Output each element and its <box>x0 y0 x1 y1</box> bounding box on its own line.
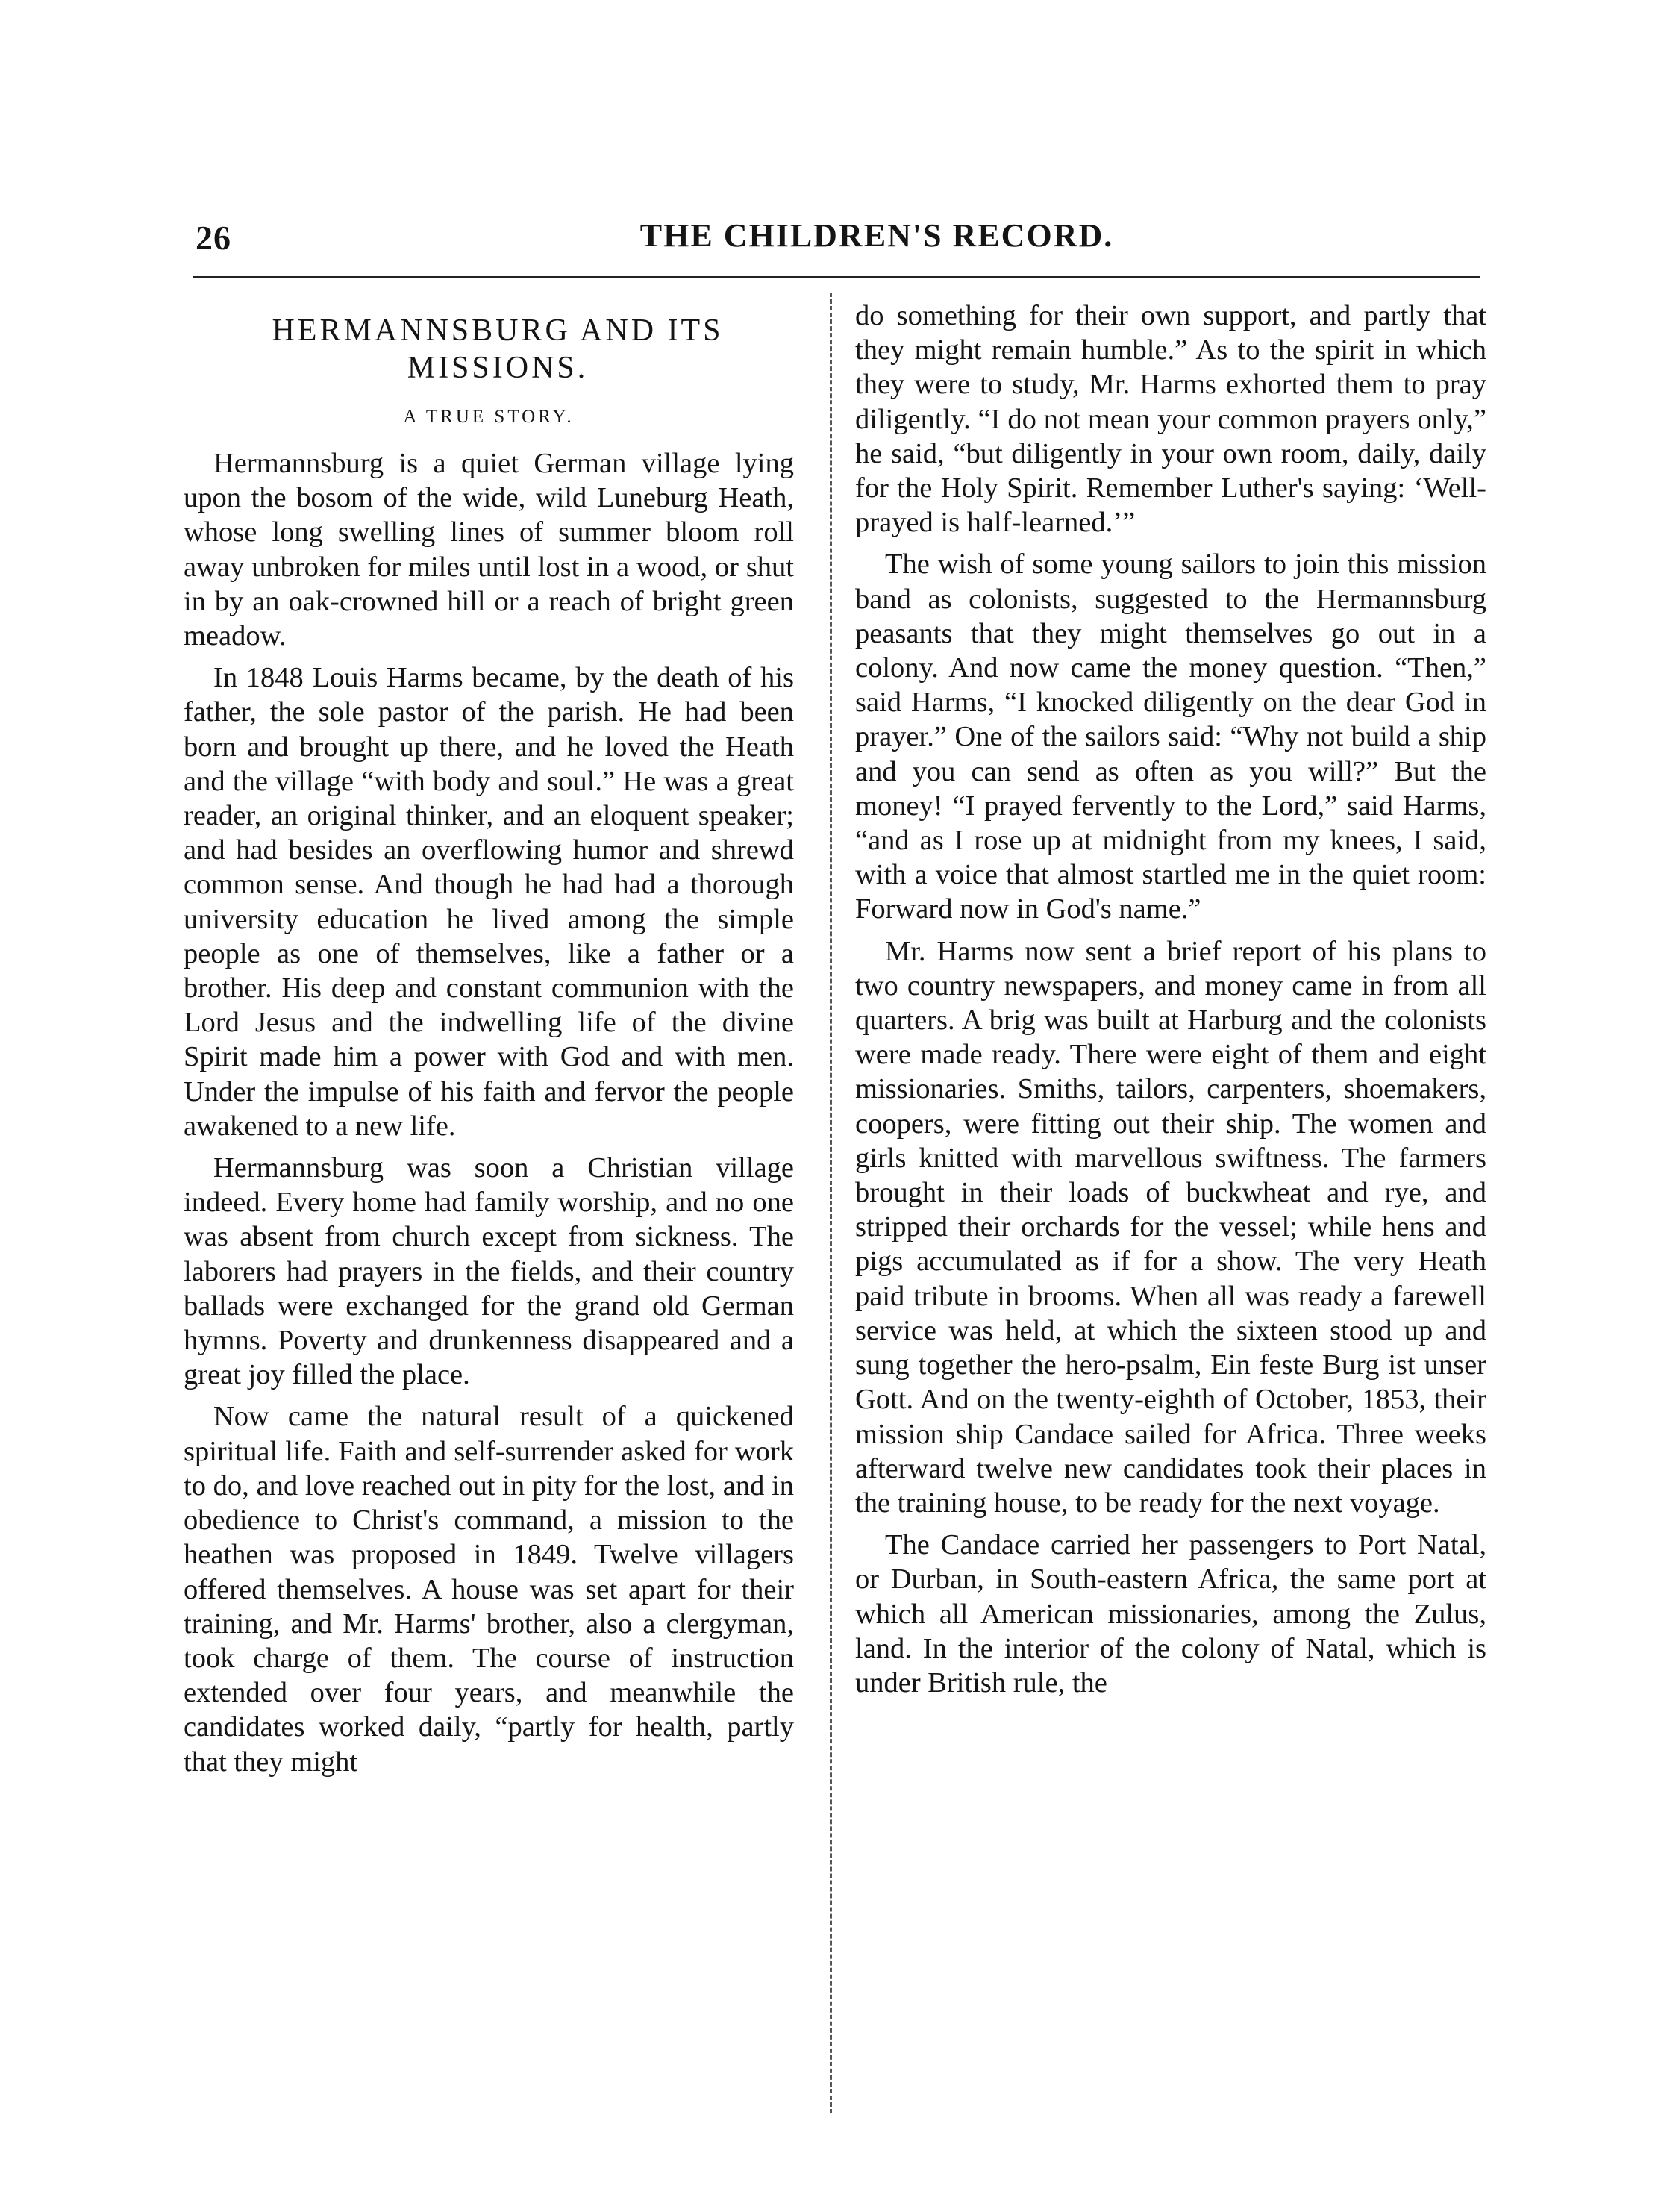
paragraph: Now came the natural result of a quickened spiritual life. Faith and self-surrender asked for work to do, and love reached out in pity for the lost, and in obedience to Christ's command, a mission to the heathen was proposed in 1849. Twelve villagers offered themselves. A house was set apart for their training, and Mr. Harms' brother, also a clergyman, took charge of them. The course of instruction extended over four years, and meanwhile the candidates worked daily, “partly for health, partly that they might <box>184 1401 794 1778</box>
header-rule <box>193 276 1480 278</box>
page-number: 26 <box>196 219 231 257</box>
paragraph: Hermannsburg is a quiet German village lying upon the bosom of the wide, wild Luneburg Heath, whose long swelling lines of summer bloom roll away unbroken for miles until lost in a wood, or shut in by an oak-crowned hill or a reach of bright green meadow. <box>184 448 794 652</box>
paragraph: Hermannsburg was soon a Christian village indeed. Every home had family worship, and no one was absent from church except from sickness. The laborers had prayers in the fields, and their country ballads were exchanged for the grand old German hymns. Poverty and drunkenness disappeared and a great joy filled the place. <box>184 1152 794 1391</box>
right-column <box>855 299 1486 1708</box>
left-column <box>184 299 794 1787</box>
running-title: THE CHILDREN'S RECORD. <box>639 217 1114 254</box>
article-subtitle: A TRUE STORY. <box>403 407 575 427</box>
column-divider <box>830 293 832 2113</box>
paragraph: In 1848 Louis Harms became, by the death of his father, the sole pastor of the parish. He had been born and brought up there, and he loved the Heath and the village “with body and soul.” He was a great reader, an original thinker, and an eloquent speaker; and had besides an overflowing humor and shrewd common sense. And though he had had a thorough university education he lived among the simple people as one of themselves, like a father or a brother. His deep and constant communion with the Lord Jesus and the indwelling life of the divine Spirit made him a power with God and with men. Under the impulse of his faith and fervor the people awakened to a new life. <box>184 662 794 1142</box>
paragraph: Mr. Harms now sent a brief report of his plans to two country newspapers, and money came in from all quarters. A brig was built at Harburg and the colonists were made ready. There were eight of them and eight missionaries. Smiths, tailors, carpenters, shoemakers, coopers, were fitting out their ship. The women and girls knitted with marvellous swiftness. The farmers brought in their loads of buckwheat and rye, and stripped their orchards for the vessel; while hens and pigs accumulated as if for a show. The very Heath paid tribute in brooms. When all was ready a farewell service was held, at which the sixteen stood up and sung together the hero-psalm, Ein feste Burg ist unser Gott. And on the twenty-eighth of October, 1853, their mission ship Candace sailed for Africa. Three weeks afterward twelve new candidates took their places in the training house, to be ready for the next voyage. <box>855 935 1486 1519</box>
paragraph: The wish of some young sailors to join this mission band as colonists, suggested to the Hermannsburg peasants that they might themselves go out in a colony. And now came the money question. “Then,” said Harms, “I knocked diligently on the dear God in prayer.” One of the sailors said: “Why not build a ship and you can send as often as you will?” But the money! “I prayed fervently to the Lord,” said Harms, “and as I rose up at midnight from my knees, I said, with a voice that almost startled me in the quiet room: Forward now in God's name.” <box>855 549 1486 925</box>
paragraph-continued: do something for their own support, and partly that they might remain humble.” As to the spirit in which they were to study, Mr. Harms exhorted them to pray diligently. “I do not mean your common prayers only,” he said, “but diligently in your own room, daily, daily for the Holy Spirit. Remember Luther's saying: ‘Well-prayed is half-learned.’” <box>855 300 1486 539</box>
article-title: HERMANNSBURG AND ITS MISSIONS. <box>272 313 724 385</box>
paragraph: The Candace carried her passengers to Port Natal, or Durban, in South-eastern Africa, the same port at which all American missionaries, among the Zulus, land. In the interior of the colony of Natal, which is under British rule, the <box>855 1529 1486 1699</box>
